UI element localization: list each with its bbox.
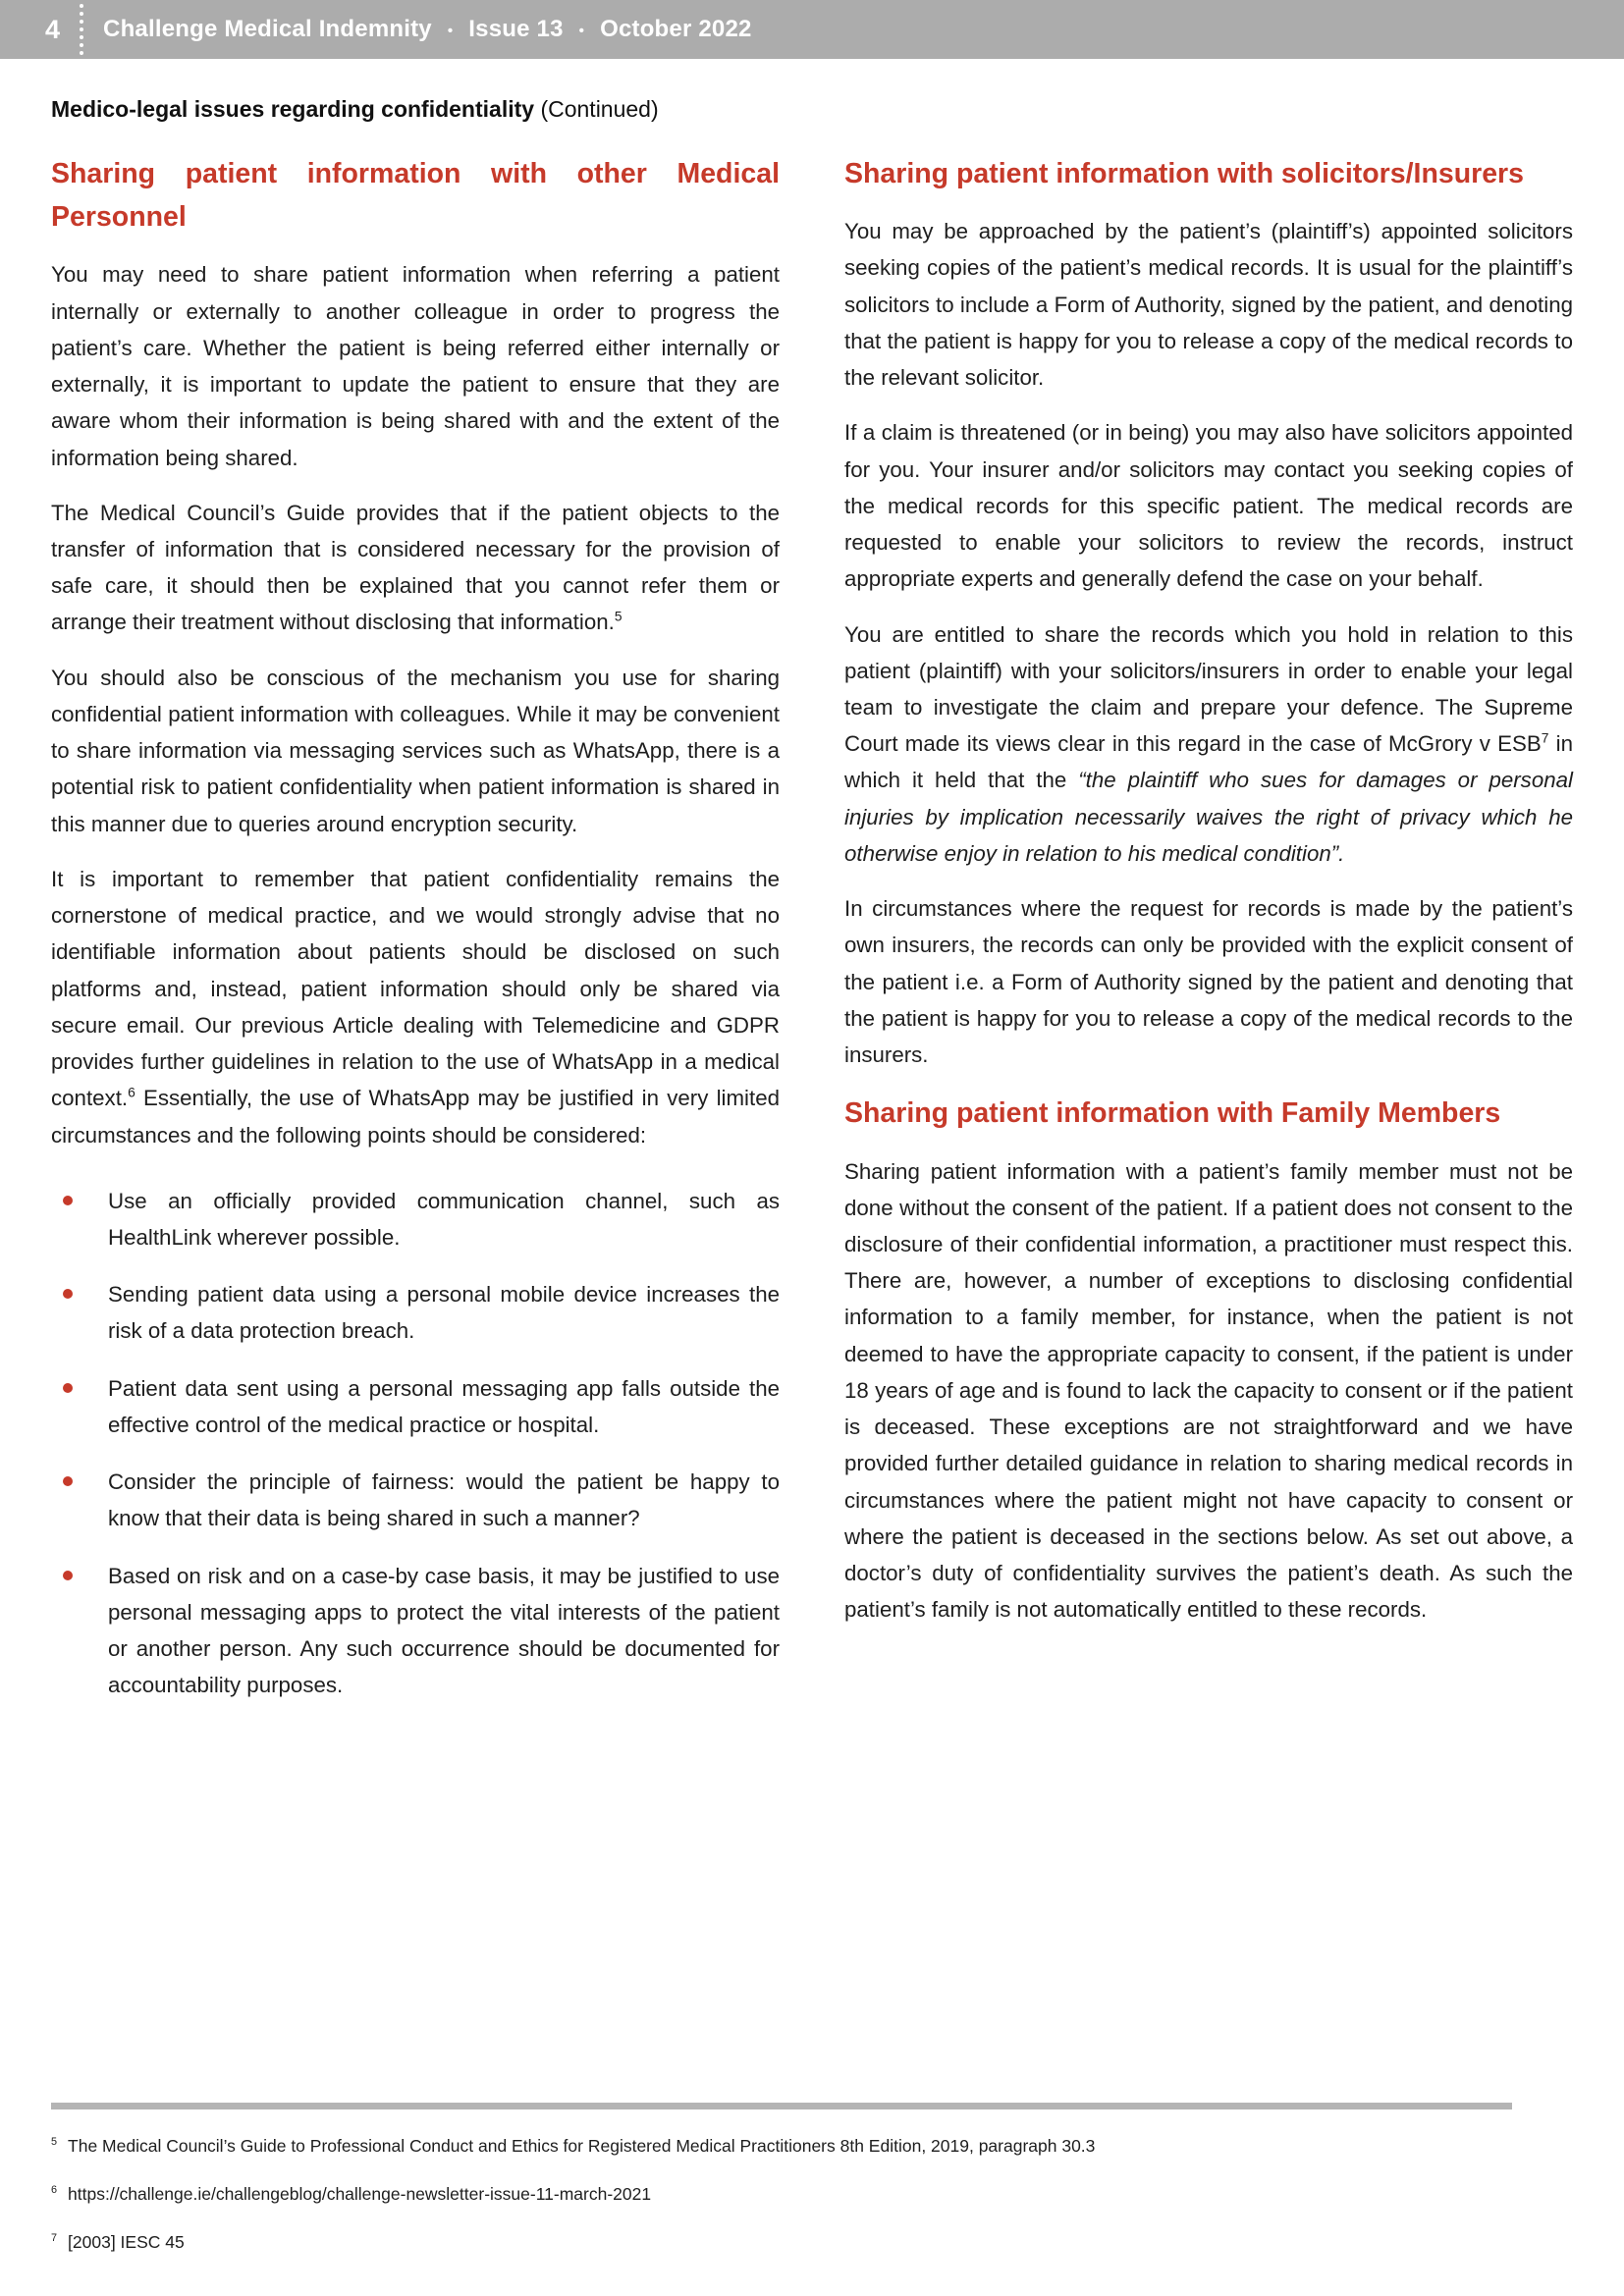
bullet-list bbox=[51, 1183, 780, 1704]
paragraph: You may need to share patient information when referring a patient internally or externally to another colleague in order to progress the patient’s care. Whether the patient is being referred either internally or externally, it is important to update the patient to ensure that they are aware whom their information is being shared with and the extent of the information being shared. bbox=[51, 262, 780, 470]
issue-number: Issue 13 bbox=[468, 16, 564, 42]
paragraph-text: You are entitled to share the records which you hold in relation to this patient (plaintiff) with your solicitors/insurers in order to enable your legal team to investigate the claim and prepare your defence. The Supreme Court made its views clear in this regard in the case of McGrory v ESB bbox=[844, 621, 1573, 757]
footnote-number: 7 bbox=[51, 2231, 58, 2244]
page-number: 4 bbox=[45, 14, 61, 44]
paragraph-text: The Medical Council’s Guide provides that if the patient objects to the transfer of information that is considered necessary for the provision of safe care, it should then be explained that you cannot refer them or arrange their treatment without disclosing that information. bbox=[51, 500, 780, 635]
dotted-separator bbox=[80, 4, 83, 55]
paragraph: If a claim is threatened (or in being) you may also have solicitors appointed for you. Your insurer and/or solicitors may contact you seeking copies of the medical records for this specific patient. The medical records are requested to enable your solicitors to review the records, instruct appropriate experts and generally defend the case on your behalf. bbox=[844, 420, 1573, 592]
footnote-ref-5: 5 bbox=[614, 609, 623, 625]
article-subtitle bbox=[51, 96, 1573, 123]
page-header-bar bbox=[0, 0, 1624, 59]
footnote-text: The Medical Council’s Guide to Professional Conduct and Ethics for Registered Medical Practitioners 8th Edition, 2019, paragraph 30.3 bbox=[68, 2136, 1096, 2156]
right-column bbox=[844, 152, 1573, 1725]
paragraph-text: Essentially, the use of WhatsApp may be justified in very limited circumstances and the following points should be considered: bbox=[51, 1086, 780, 1148]
paragraph: In circumstances where the request for records is made by the patient’s own insurers, the records can only be provided with the explicit consent of the patient i.e. a Form of Authority signed by the patient and denoting that the patient is happy for you to release a copy of the medical records to the insurers. bbox=[844, 896, 1573, 1068]
bullet-text: Use an officially provided communication channel, such as HealthLink wherever possible. bbox=[108, 1188, 780, 1250]
continued-label: (Continued) bbox=[534, 96, 659, 122]
bullet-dot-icon bbox=[63, 1196, 73, 1205]
footnotes-section bbox=[51, 2103, 1573, 2254]
issue-date: October 2022 bbox=[600, 16, 752, 42]
bullet-dot-icon bbox=[63, 1289, 73, 1299]
bullet-text: Based on risk and on a case-by case basis, it may be justified to use personal messaging apps to protect the vital interests of the patient or another person. Any such occurrence should be documented for accountability purposes. bbox=[108, 1563, 780, 1698]
paragraph: Sharing patient information with a patient’s family member must not be done without the consent of the patient. If a patient does not consent to the disclosure of their confidential information, a practitioner must respect this. There are, however, a number of exceptions to disclosing confidential information to a family member, for instance, when the patient is not deemed to have the appropriate capacity to consent, if the patient is under 18 years of age and is found to lack the capacity to consent or if the patient is deceased. These exceptions are not straightforward and we have provided further detailed guidance in relation to sharing medical records in circumstances where the patient might not have capacity to consent or where the patient is deceased in the sections below. As set out above, a doctor’s duty of confidentiality survives the patient’s death. As such the patient’s family is not automatically entitled to these records. bbox=[844, 1158, 1573, 1623]
separator-dot-icon: • bbox=[578, 22, 585, 39]
footnote-7 bbox=[51, 2232, 1573, 2254]
section-heading-family-members: Sharing patient information with Family Members bbox=[844, 1097, 1501, 1130]
paragraph: You may be approached by the patient’s (plaintiff’s) appointed solicitors seeking copies of the patient’s medical records. It is usual for the plaintiff’s solicitors to include a Form of Authority, signed by the patient, and denoting that the patient is happy for you to release a copy of the medical records to the relevant solicitor. bbox=[844, 219, 1573, 391]
newsletter-brand: Challenge Medical Indemnity bbox=[103, 16, 432, 42]
section-heading-medical-personnel: Sharing patient information with other Medical Personnel bbox=[51, 158, 780, 234]
footnote-link[interactable]: https://challenge.ie/challengeblog/challenge-newsletter-issue-11-march-2021 bbox=[68, 2183, 652, 2204]
bullet-dot-icon bbox=[63, 1476, 73, 1486]
footer-divider-rule bbox=[51, 2103, 1512, 2109]
paragraph bbox=[51, 861, 780, 1153]
list-item bbox=[51, 1370, 780, 1443]
footnote-number: 6 bbox=[51, 2184, 58, 2197]
section-heading-solicitors-insurers: Sharing patient information with solicitors/Insurers bbox=[844, 158, 1525, 189]
footnote-ref-6: 6 bbox=[128, 1084, 135, 1100]
footnote-number: 5 bbox=[51, 2136, 58, 2149]
paragraph: You should also be conscious of the mechanism you use for sharing confidential patient information with colleagues. While it may be convenient to share information via messaging services such as WhatsApp, there is a potential risk to patient confidentiality when patient information is shared in this manner due to queries around encryption security. bbox=[51, 665, 780, 836]
left-column bbox=[51, 152, 780, 1725]
bullet-text: Consider the principle of fairness: would the patient be happy to know that their data is being shared in such a manner? bbox=[108, 1469, 780, 1531]
header-meta bbox=[103, 16, 752, 43]
bullet-dot-icon bbox=[63, 1571, 73, 1580]
footnote-ref-7: 7 bbox=[1541, 729, 1549, 746]
footnote-text: [2003] IESC 45 bbox=[68, 2231, 185, 2252]
paragraph-text: It is important to remember that patient confidentiality remains the cornerstone of medical practice, and we would strongly advise that no identifiable information about patients should be disclosed on such platforms and, instead, patient information should only be shared via secure email. Our previous Article dealing with Telemedicine and GDPR provides further guidelines in relation to the use of WhatsApp in a medical context. bbox=[51, 866, 780, 1111]
list-item bbox=[51, 1183, 780, 1255]
case-quote: “the plaintiff who sues for damages or personal injuries by implication necessarily waives the right of privacy which he otherwise enjoy in relation to his medical condition”. bbox=[844, 768, 1573, 866]
paragraph-text: in which it held that the bbox=[844, 731, 1573, 793]
paragraph bbox=[51, 495, 780, 641]
list-item bbox=[51, 1276, 780, 1349]
paragraph bbox=[844, 616, 1573, 873]
bullet-text: Sending patient data using a personal mobile device increases the risk of a data protection breach. bbox=[108, 1282, 780, 1344]
footnote-5 bbox=[51, 2136, 1573, 2158]
list-item bbox=[51, 1558, 780, 1704]
article-title: Medico-legal issues regarding confidentiality bbox=[51, 96, 535, 122]
list-item bbox=[51, 1464, 780, 1536]
footnote-6 bbox=[51, 2184, 1573, 2206]
separator-dot-icon: • bbox=[447, 22, 454, 39]
bullet-text: Patient data sent using a personal messaging app falls outside the effective control of the medical practice or hospital. bbox=[108, 1375, 780, 1437]
bullet-dot-icon bbox=[63, 1383, 73, 1393]
two-column-body bbox=[0, 152, 1624, 1725]
